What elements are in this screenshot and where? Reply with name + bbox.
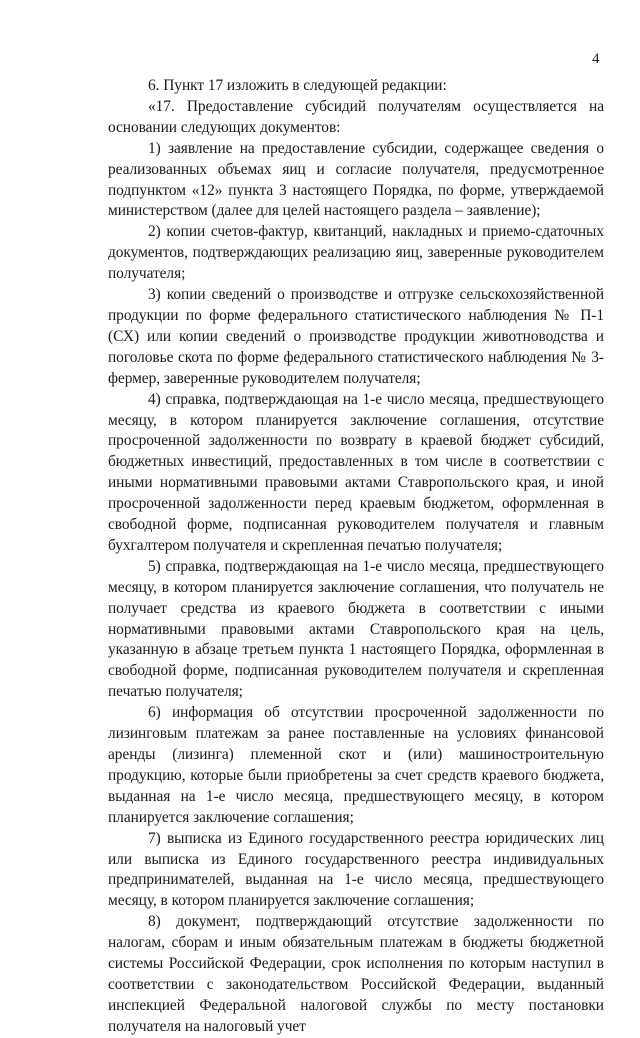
paragraph-point-17: «17. Предоставление субсидий получателям осуществляется на основании следующих документов: [108,97,604,136]
paragraph-subitem-3: 3) копии сведений о производстве и отгрузке сельскохозяйственной продукции по форме федерального статистического наблюдения № П-1 (СХ) или копии сведений о производстве продукции животноводства и поголовье скота по форме федерального статистического наблюдения № 3-фермер, заверенные руководителем получателя; [108,286,604,387]
paragraph-subitem-8: 8) документ, подтверждающий отсутствие задолженности по налогам, сборам и иным обязательным платежам в бюджеты бюджетной системы Российской Федерации, срок исполнения по которым наступил в соответствии с законодательством Российской Федерации, выданный инспекцией Федеральной налоговой службы по месту постановки получателя на налоговый учет [108,913,604,1035]
paragraph-subitem-4: 4) справка, подтверждающая на 1-е число месяца, предшествующего месяцу, в котором планируется заключение соглашения, отсутствие просроченной задолженности по возврату в краевой бюджет субсидий, бюджетных инвестиций, предоставленных в том числе в соответствии с иными нормативными правовыми актами Ставропольского края, и иной просроченной задолженности перед краевым бюджетом, оформленная в свободной форме, подписанная руководителем получателя и главным бухгалтером получателя и скрепленная печатью получателя; [108,390,604,554]
paragraph-subitem-2: 2) копии счетов-фактур, квитанций, накладных и приемо-сдаточных документов, подтверждающих реализацию яиц, заверенные руководителем получателя; [108,223,604,283]
document-body [108,76,604,1038]
paragraph-subitem-5: 5) справка, подтверждающая на 1-е число месяца, предшествующего месяцу, в котором планируется заключение соглашения, что получатель не получает средства из краевого бюджета в соответствии с иными нормативными правовыми актами Ставропольского края на цель, указанную в абзаце третьем пункта 1 настоящего Порядка, оформленная в свободной форме, подписанная руководителем получателя и скрепленная печатью получателя; [108,557,604,701]
paragraph-item-6-intro: 6. Пункт 17 изложить в следующей редакции: [148,77,447,94]
paragraph-subitem-6: 6) информация об отсутствии просроченной задолженности по лизинговым платежам за ранее поставленные на условиях финансовой аренды (лизинга) племенной скот и (или) машиностроительную продукцию, которые были приобретены за счет средств краевого бюджета, выданная на 1-е число месяца, предшествующего месяцу, в котором планируется заключение соглашения; [108,704,604,826]
page-number: 4 [592,51,600,67]
paragraph-subitem-7: 7) выписка из Единого государственного реестра юридических лиц или выписка из Единого государственного реестра индивидуальных предпринимателей, выданная на 1-е число месяца, предшествующего месяцу, в котором планируется заключение соглашения; [108,829,604,910]
paragraph-subitem-1: 1) заявление на предоставление субсидии, содержащее сведения о реализованных объемах яиц и согласие получателя, предусмотренное подпунктом «12» пункта 3 настоящего Порядка, по форме, утверждаемой министерством (далее для целей настоящего раздела – заявление); [108,139,604,220]
